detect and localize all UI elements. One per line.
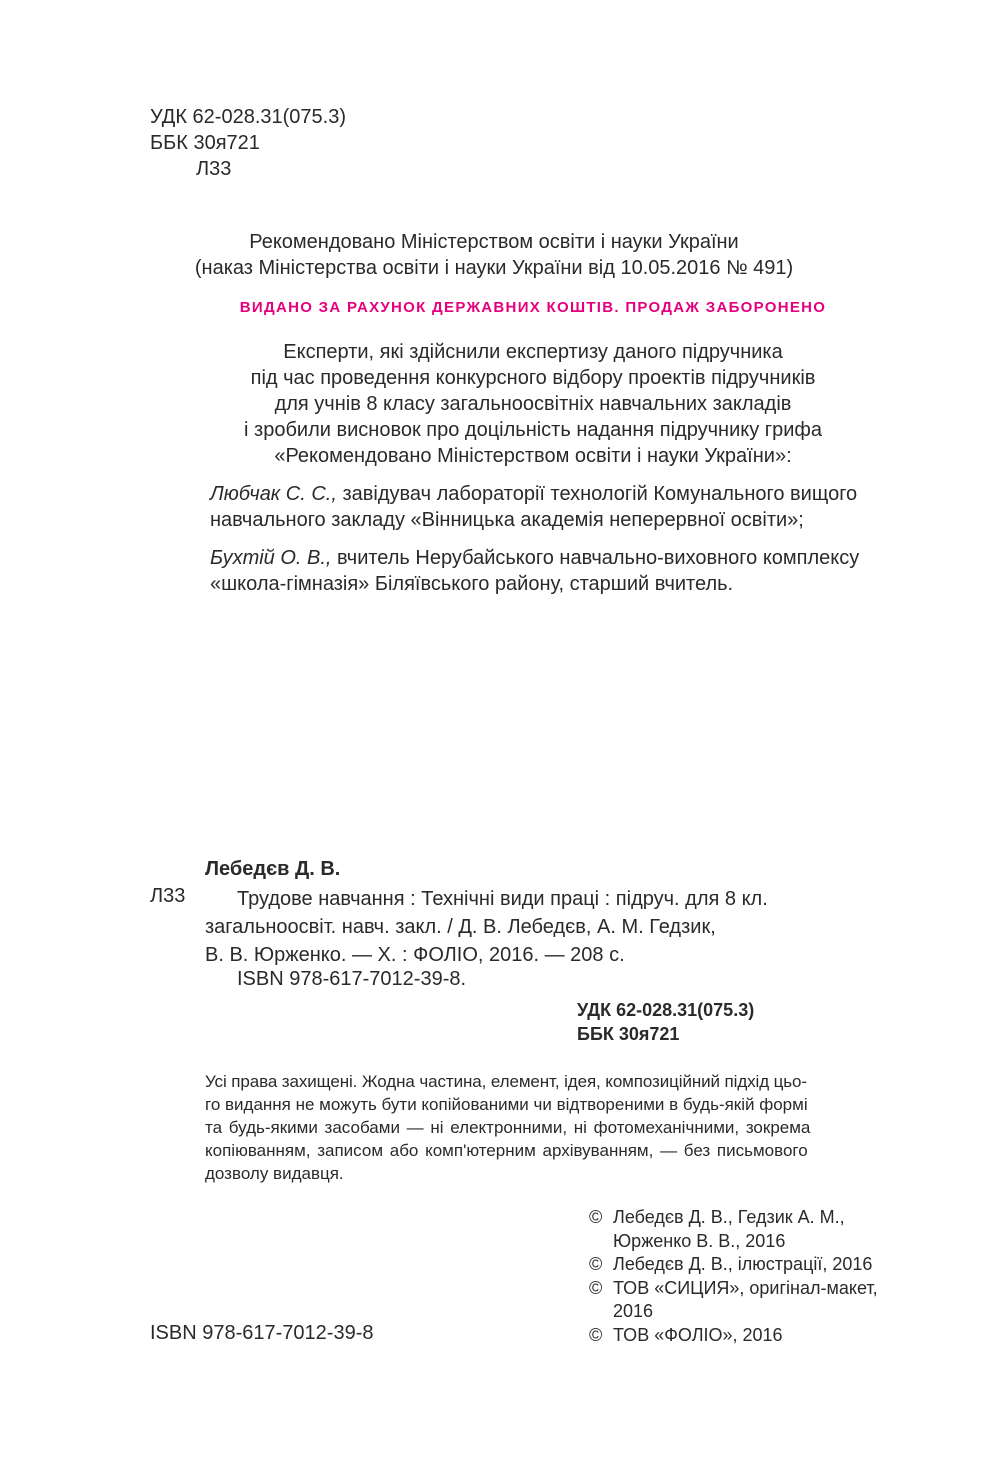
catalog-description-line: Трудове навчання : Технічні види праці : підруч. для 8 кл. xyxy=(237,888,768,910)
catalog-description xyxy=(205,885,768,969)
expert-position: вчитель Нерубайського навчально-виховного комплексу xyxy=(331,547,860,569)
copyright-entry xyxy=(589,1206,878,1253)
isbn-bottom: ISBN 978-617-7012-39-8 xyxy=(150,1322,374,1344)
copyright-line: ТОВ «СИЦИЯ», оригінал-макет, xyxy=(613,1277,878,1298)
expert-name: Любчак С. С., xyxy=(210,483,337,505)
expert-name: Бухтій О. В., xyxy=(210,547,332,569)
recommendation-order-line: (наказ Міністерства освіти і науки України від 10.05.2016 № 491) xyxy=(194,257,794,279)
classification-codes-top xyxy=(150,104,346,182)
udk-code: УДК 62-028.31(075.3) xyxy=(150,106,347,128)
expert-institution: навчального закладу «Вінницька академія неперервної освіти»; xyxy=(210,509,804,531)
udk-code: УДК 62-028.31(075.3) xyxy=(577,1000,755,1020)
catalog-author: Лебедєв Д. В. xyxy=(205,858,341,880)
expert-entry xyxy=(210,481,857,533)
expert-institution: «школа-гімназія» Біляївського району, старший вчитель. xyxy=(210,573,734,595)
experts-intro-line: «Рекомендовано Міністерством освіти і науки України»: xyxy=(274,445,792,467)
copyright-entry xyxy=(589,1253,878,1277)
experts-intro-line: і зробили висновок про доцільність надання підручнику грифа xyxy=(244,419,822,441)
bbk-code: ББК 30я721 xyxy=(150,132,260,154)
experts-intro-line: Експерти, які здійснили експертизу даного підручника xyxy=(283,341,783,363)
copyright-line: Лебедєв Д. В., ілюстрації, 2016 xyxy=(613,1254,873,1274)
expert-entry xyxy=(210,545,859,597)
copyright-symbol: © xyxy=(589,1277,603,1298)
rights-notice xyxy=(205,1070,810,1185)
copyright-line: Юрженко В. В., 2016 xyxy=(613,1230,786,1251)
catalog-cutter: Л33 xyxy=(150,885,186,907)
catalog-description-line: В. В. Юрженко. — Х. : ФОЛІО, 2016. — 208 с. xyxy=(205,944,625,966)
expert-line xyxy=(210,481,857,507)
copyright-symbol: © xyxy=(589,1207,603,1227)
rights-line: та будь-якими засобами — ні електронними, ні фотомеханічними, зокрема xyxy=(205,1118,811,1137)
expert-line xyxy=(210,545,859,571)
copyright-entry xyxy=(589,1277,878,1324)
copyright-line: 2016 xyxy=(613,1301,654,1321)
copyright-symbol: © xyxy=(589,1324,603,1345)
copyright-line: Лебедєв Д. В., Гедзик А. М., xyxy=(613,1207,845,1227)
rights-line: копіюванням, записом або комп'ютерним архівуванням, — без письмового xyxy=(205,1141,808,1160)
experts-intro-line: під час проведення конкурсного відбору проектів підручників xyxy=(250,367,816,389)
copyright-line: ТОВ «ФОЛІО», 2016 xyxy=(613,1324,783,1345)
cutter-code: Л33 xyxy=(196,158,232,180)
rights-line: го видання не можуть бути копійованими чи відтвореними в будь-якій формі xyxy=(205,1095,808,1114)
copyright-symbol: © xyxy=(589,1254,603,1274)
classification-codes-bottom xyxy=(577,998,754,1046)
experts-intro xyxy=(0,339,988,469)
expert-position: завідувач лабораторії технологій Комунального вищого xyxy=(336,483,858,505)
copyright-entry xyxy=(589,1324,878,1348)
catalog-isbn: ISBN 978-617-7012-39-8. xyxy=(237,968,467,990)
catalog-description-line: загальноосвіт. навч. закл. / Д. В. Лебедєв, А. М. Гедзик, xyxy=(205,916,716,938)
rights-line: дозволу видавця. xyxy=(205,1164,344,1183)
rights-line: Усі права захищені. Жодна частина, елемент, ідея, композиційний підхід цьо- xyxy=(205,1072,807,1091)
state-funds-notice: ВИДАНО ЗА РАХУНОК ДЕРЖАВНИХ КОШТІВ. ПРОДАЖ ЗАБОРОНЕНО xyxy=(239,299,827,316)
ministry-recommendation xyxy=(0,229,988,281)
bbk-code: ББК 30я721 xyxy=(577,1024,680,1044)
experts-intro-line: для учнів 8 класу загальноосвітніх навчальних закладів xyxy=(274,393,792,415)
recommendation-line: Рекомендовано Міністерством освіти і науки України xyxy=(249,231,739,253)
copyright-block xyxy=(589,1206,878,1347)
